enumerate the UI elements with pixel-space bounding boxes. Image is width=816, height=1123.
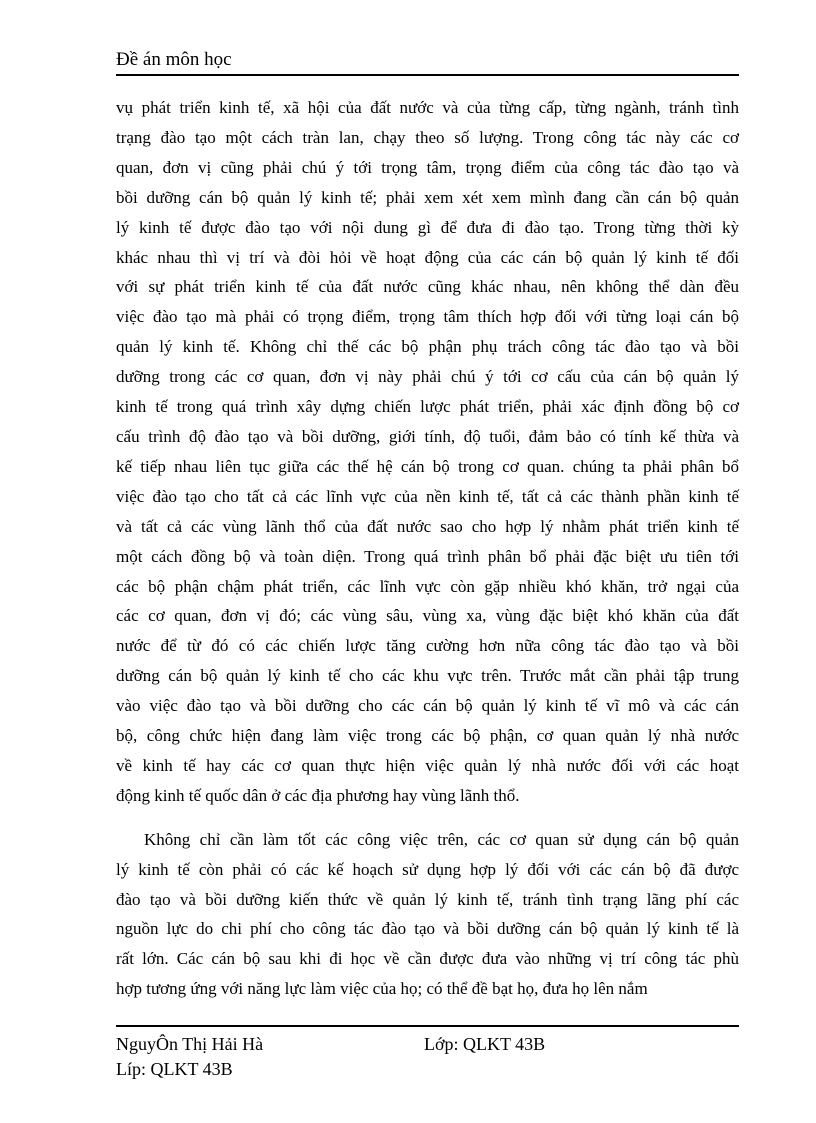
text-line: vào việc đào tạo và bồi dưỡng cho các cán bộ quản lý kinh tế vĩ mô và các cán	[116, 696, 739, 716]
text-line: Không chỉ cần làm tốt các công việc trên, các cơ quan sử dụng cán bộ quản	[144, 829, 739, 849]
text-line: quản lý kinh tế. Không chỉ thế các bộ phận phụ trách công tác đào tạo và bồi	[116, 337, 739, 357]
text-line: nguồn lực do chi phí cho công tác đào tạo và bồi dưỡng cán bộ quản lý kinh tế là	[116, 919, 739, 939]
page-footer	[116, 1025, 739, 1082]
text-line: dưỡng cán bộ quản lý kinh tế cho các khu vực trên. Trước mắt cần phải tập trung	[116, 666, 739, 686]
text-line: về kinh tế hay các cơ quan thực hiện việc quản lý nhà nước đối với các hoạt	[116, 755, 739, 775]
text-line: quan, đơn vị cũng phải chú ý tới trọng tâm, trọng điểm của công tác đào tạo và	[116, 157, 739, 177]
text-line: lý kinh tế được đào tạo với nội dung gì để đưa đi đào tạo. Trong từng thời kỳ	[116, 217, 739, 237]
footer-class-left: Líp: QLKT 43B	[116, 1059, 233, 1079]
text-line: đào tạo và bồi dưỡng kiến thức về quản lý kinh tế, tránh tình trạng lãng phí các	[116, 889, 739, 909]
text-line: dưỡng trong các cơ quan, đơn vị này phải chú ý tới cơ cấu của cán bộ quản lý	[116, 367, 739, 387]
text-line: kinh tế trong quá trình xây dựng chiến lược phát triển, phải xác định đồng bộ cơ	[116, 397, 739, 417]
text-line: động kinh tế quốc dân ở các địa phương hay vùng lãnh thổ.	[116, 785, 520, 805]
page-header	[116, 47, 739, 76]
text-line: một cách đồng bộ và toàn diện. Trong quá trình phân bổ phải đặc biệt ưu tiên tới	[116, 546, 739, 566]
text-line: lý kinh tế còn phải có các kế hoạch sử dụng hợp lý đối với các cán bộ đã được	[116, 859, 739, 879]
footer-author: NguyÔn Thị Hải Hà	[116, 1034, 264, 1054]
footer-class-right: Lớp: QLKT 43B	[424, 1034, 546, 1054]
text-line: vụ phát triển kinh tế, xã hội của đất nước và của từng cấp, từng ngành, tránh tình	[116, 98, 739, 117]
text-line: hợp tương ứng với năng lực làm việc của họ; có thể đề bạt họ, đưa họ lên nắm	[116, 979, 648, 999]
text-line: các cơ quan, đơn vị đó; các vùng sâu, vùng xa, vùng đặc biệt khó khăn của đất	[116, 606, 739, 626]
header-title: Đề án môn học	[116, 49, 232, 70]
text-line: kế tiếp nhau liên tục giữa các thế hệ cán bộ trong cơ quan. chúng ta phải phân bổ	[116, 456, 739, 476]
text-line: khác nhau thì vị trí và đòi hỏi về hoạt động của các cán bộ quản lý kinh tế đối	[116, 247, 739, 267]
text-line: trạng đào tạo một cách tràn lan, chạy theo số lượng. Trong công tác này các cơ	[116, 127, 739, 147]
text-line: bồi dưỡng cán bộ quản lý kinh tế; phải xem xét xem mình đang cần cán bộ quản	[116, 187, 739, 207]
document-body	[116, 93, 739, 1004]
text-line: rất lớn. Các cán bộ sau khi đi học về cần được đưa vào những vị trí công tác phù	[116, 949, 739, 969]
paragraph-1	[116, 93, 739, 811]
text-line: các bộ phận chậm phát triển, các lĩnh vực còn gặp nhiều khó khăn, trở ngại của	[116, 576, 739, 596]
paragraph-gap	[116, 811, 739, 825]
text-line: việc đào tạo mà phải có trọng điểm, trọng tâm thích hợp đối với từng loại cán bộ	[116, 307, 739, 327]
text-line: cấu trình độ đào tạo và bồi dưỡng, giới tính, độ tuổi, đảm bảo có tính kế thừa và	[116, 426, 739, 446]
text-line: việc đào tạo cho tất cả các lĩnh vực của nền kinh tế, tất cả các thành phần kinh tế	[116, 486, 739, 506]
paragraph-2	[116, 825, 739, 1004]
text-line: với sự phát triển kinh tế của đất nước cũng khác nhau, nên không thể dàn đều	[116, 277, 739, 297]
text-line: nước để từ đó có các chiến lược tăng cường hơn nữa công tác đào tạo và bồi	[116, 636, 739, 656]
text-line: bộ, công chức hiện đang làm việc trong các bộ phận, cơ quan quản lý nhà nước	[116, 726, 739, 746]
text-line: và tất cả các vùng lãnh thổ của đất nước sao cho hợp lý nhằm phát triển kinh tế	[116, 516, 739, 536]
